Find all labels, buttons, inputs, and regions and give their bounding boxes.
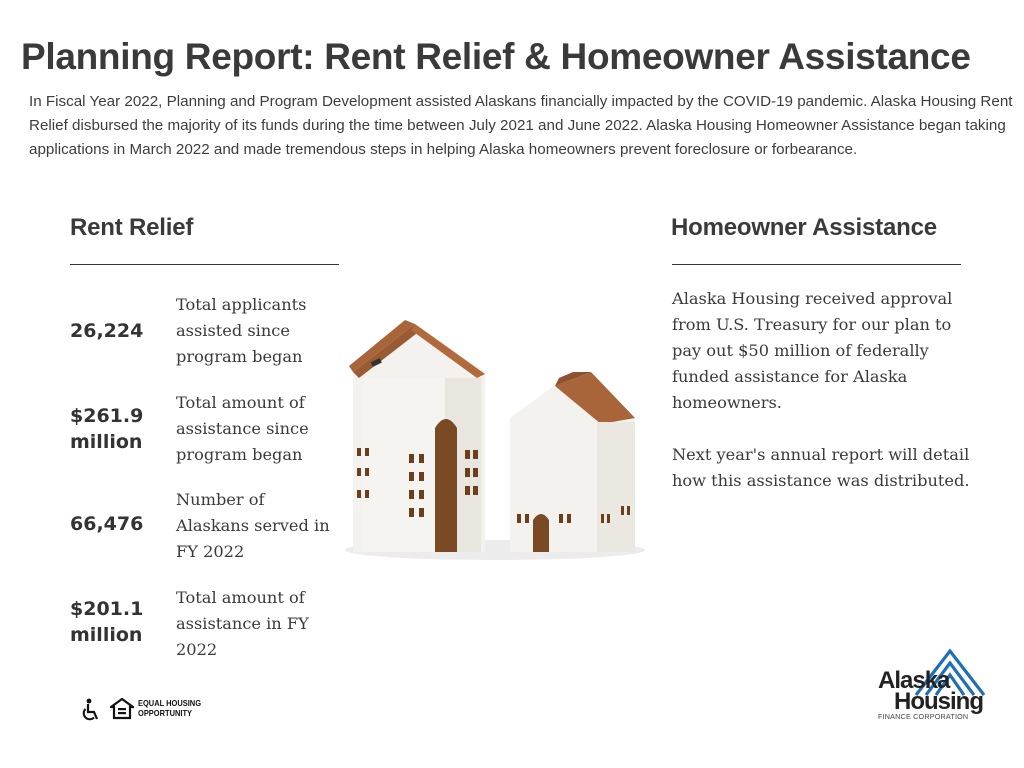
homeowner-assistance-divider bbox=[672, 264, 961, 265]
rent-relief-heading: Rent Relief bbox=[70, 214, 194, 241]
equal-housing-icon bbox=[110, 698, 134, 720]
homeowner-assistance-paragraph-1: Alaska Housing received approval from U.S. Treasury for our plan to pay out $50 million of federally funded assistance for Alaska homeowners. bbox=[672, 289, 953, 412]
stat-description-total-assistance: Total amount of assistance since program began bbox=[176, 393, 309, 464]
stat-value-alaskans-served: 66,476 bbox=[70, 513, 144, 535]
stat-value-fy2022-assistance: $201.1 million bbox=[70, 598, 144, 646]
stat-value-applicants: 26,224 bbox=[70, 320, 144, 342]
accessibility-icon bbox=[80, 698, 102, 722]
stat-description-fy2022-assistance: Total amount of assistance in FY 2022 bbox=[176, 588, 309, 659]
stat-description-alaskans-served: Number of Alaskans served in FY 2022 bbox=[176, 490, 330, 561]
rent-relief-divider bbox=[70, 264, 339, 265]
equal-housing-label bbox=[138, 699, 201, 718]
alaska-housing-logo bbox=[872, 645, 992, 725]
wooden-houses-image bbox=[345, 300, 655, 570]
equal-housing-line-2: OPPORTUNITY bbox=[138, 707, 193, 718]
equal-housing-line-1: EQUAL HOUSING bbox=[138, 698, 202, 708]
logo-subtitle: FINANCE CORPORATION bbox=[878, 712, 969, 721]
homeowner-assistance-heading: Homeowner Assistance bbox=[671, 214, 937, 241]
intro-paragraph: In Fiscal Year 2022, Planning and Program Development assisted Alaskans financially impacted by the COVID-19 pandemic. Alaska Housing Rent Relief disbursed the majority of its funds during the time between July 2021 and June 2022. Alaska Housing Homeowner Assistance began taking applications in March 2022 and made tremendous steps in helping Alaska homeowners prevent foreclosure or forbearance. bbox=[29, 93, 1013, 158]
logo-word-alaska: Alaska bbox=[878, 667, 950, 694]
page-title: Planning Report: Rent Relief & Homeowner Assistance bbox=[21, 36, 971, 77]
stat-description-applicants: Total applicants assisted since program began bbox=[176, 295, 307, 366]
stat-value-total-assistance: $261.9 million bbox=[70, 405, 144, 453]
logo-word-housing: Housing bbox=[894, 688, 983, 715]
homeowner-assistance-paragraph-2: Next year's annual report will detail how this assistance was distributed. bbox=[672, 445, 970, 490]
footer-compliance-icons bbox=[80, 696, 210, 726]
